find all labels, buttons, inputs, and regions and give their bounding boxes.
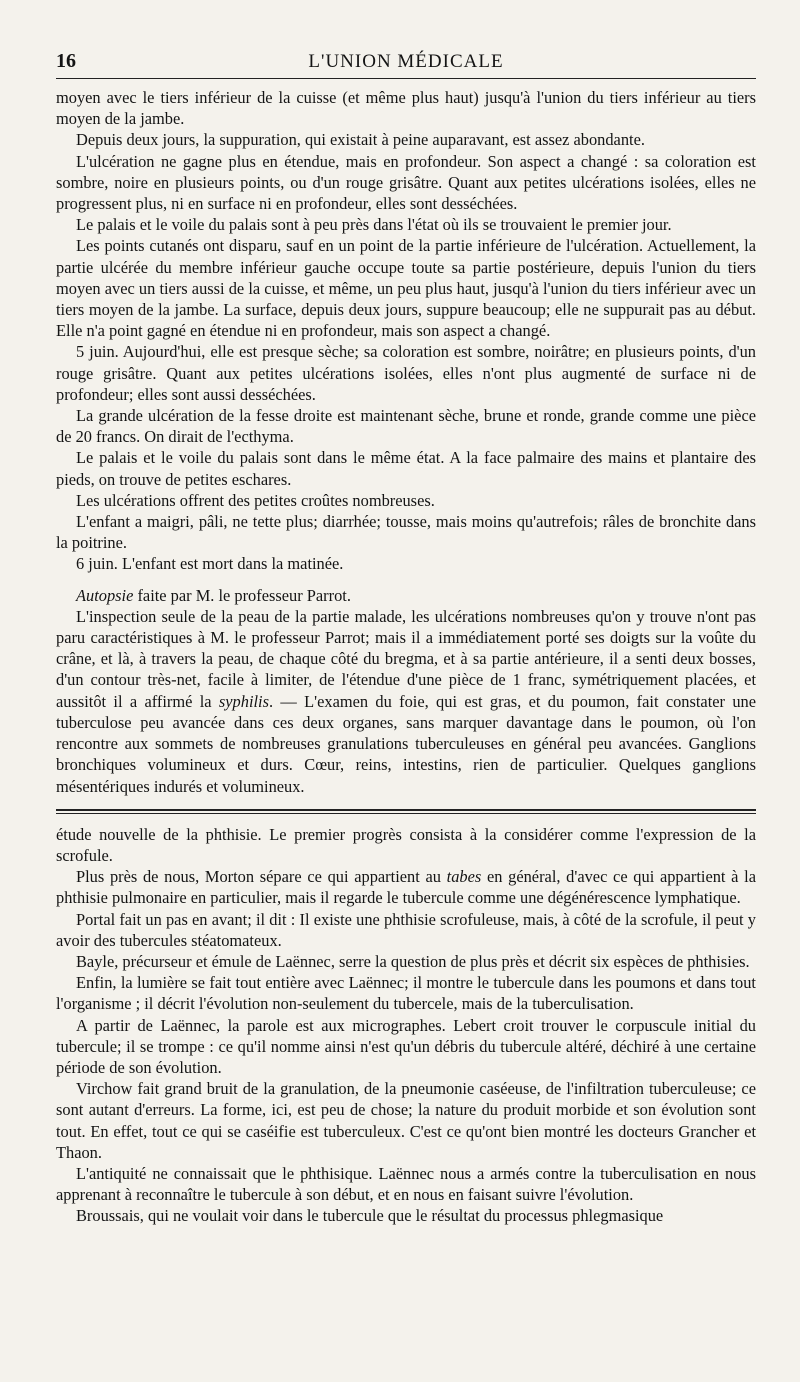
paragraph: La grande ulcération de la fesse droite est maintenant sèche, brune et ronde, grande comme une pièce de 20 francs. On dirait de l'ecthyma. (56, 406, 756, 447)
paragraph: L'enfant a maigri, pâli, ne tette plus; diarrhée; tousse, mais moins qu'autrefois; râles de bronchite dans la poitrine. (56, 512, 756, 553)
paragraph: Virchow fait grand bruit de la granulation, de la pneumonie caséeuse, de l'infiltration tuberculeuse; ce sont autant d'erreurs. La forme, ici, est peu de chose; la nature du produit morbide et son évolution sont tout. En effet, tout ce qui se caséifie est tuberculeux. C'est ce qu'ont bien montré les docteurs Grancher et Thaon. (56, 1079, 756, 1162)
spacer (56, 575, 756, 585)
emphasis: syphilis (218, 691, 269, 711)
running-title: L'UNION MÉDICALE (308, 51, 504, 72)
paragraph: L'ulcération ne gagne plus en étendue, mais en profondeur. Son aspect a changé : sa coloration est sombre, noire en plusieurs points, ou d'un rouge grisâtre. Quant aux petites ulcérations isolées, elles ne progressent plus, ni en surface ni en profondeur, elles sont desséchées. (56, 151, 756, 214)
paragraph: Broussais, qui ne voulait voir dans le tubercule que le résultat du processus phlegmasique (76, 1206, 664, 1226)
paragraph: étude nouvelle de la phthisie. Le premier progrès consista à la considérer comme l'expression de la scrofule. (56, 824, 756, 865)
feuilleton-separator (56, 809, 756, 814)
text-run: en général, d'avec ce qui appartient à la phthisie pulmonaire en particulier, mais il regarde le tubercule comme une dégénérescence lymphatique. (56, 867, 756, 908)
paragraph: A partir de Laënnec, la parole est aux micrographes. Lebert croit trouver le corpuscule initial du tubercule; il se trompe : ce qu'il nomme ainsi n'est qu'un débris du tubercule altéré, déchiré à une certaine période de son évolution. (56, 1015, 756, 1077)
text-run: . — L'examen du foie, qui est gras, et du poumon, fait constater une tuberculose peu avancée dans ces deux organes, sans marquer davantage dans le poumon, où l'on rencontre aux sommets de nombreuses granulations tuberculeuses en général peu avancées. Ganglions bronchiques volumineux et durs. Cœur, reins, intestins, rien de particulier. Quelques ganglions mésentériques indurés et volumineux. (56, 691, 756, 796)
feuilleton-section (56, 824, 756, 1227)
paragraph: Le palais et le voile du palais sont dans le même état. A la face palmaire des mains et plantaire des pieds, on trouve de petites eschares. (56, 448, 756, 489)
paragraph: L'antiquité ne connaissait que le phthisique. Laënnec nous a armés contre la tuberculisation en nous apprenant à reconnaître le tubercule à son début, et en nous en faisant suivre l'évolution. (56, 1163, 756, 1205)
paragraph: Les points cutanés ont disparu, sauf en un point de la partie inférieure de l'ulcération. Actuellement, la partie ulcérée du membre inférieur gauche occupe toute sa partie postérieure, depuis l'union du tiers moyen avec un tiers aussi de la cuisse, et même, un peu plus haut, jusqu'à l'union du tiers inférieur avec un tiers moyen de la jambe. La surface, depuis deux jours, suppure beaucoup; elle ne suppurait pas au début. Elle n'a point gagné en étendue ni en profondeur, mais son aspect a changé. (56, 236, 756, 341)
page-header (56, 48, 756, 79)
paragraph: Enfin, la lumière se fait tout entière avec Laënnec; il montre le tubercule dans les poumons et dans tout l'organisme ; il décrit l'évolution non-seulement du tubercele, mais de la tuberculisation. (56, 973, 756, 1014)
paragraph: 5 juin. Aujourd'hui, elle est presque sèche; sa coloration est sombre, noirâtre; en plusieurs points, d'un rouge grisâtre. Quant aux petites ulcérations isolées, elles n'ont plus augmenté de surface ni de profondeur; elles sont aussi desséchées. (56, 342, 756, 404)
paragraph: Depuis deux jours, la suppuration, qui existait à peine auparavant, est assez abondante. (76, 130, 645, 150)
autopsy-text: faite par M. le professeur Parrot. (133, 585, 351, 605)
page-number: 16 (56, 50, 76, 72)
paragraph (56, 606, 756, 797)
text-run: Plus près de nous, Morton sépare ce qui appartient au (76, 867, 447, 887)
paragraph: Portal fait un pas en avant; il dit : Il existe une phthisie scrofuleuse, mais, à côté de la scrofule, il peut y avoir des tubercules stéatomateux. (56, 909, 756, 950)
case-report-section (56, 87, 756, 797)
paragraph: moyen avec le tiers inférieur de la cuisse (et même plus haut) jusqu'à l'union du tiers inférieur au tiers moyen de la jambe. (56, 88, 756, 129)
paragraph: 6 juin. L'enfant est mort dans la matinée. (76, 554, 344, 574)
text-run: L'inspection seule de la peau de la partie malade, les ulcérations nombreuses qu'on y trouve n'ont pas paru caractéristiques à M. le professeur Parrot; mais il a immédiatement porté ses doigts sur la voûte du crâne, et là, à travers la peau, de chaque côté du bregma, et à sa partie antérieure, il a senti deux bosses, d'un contour très-net, facile à limiter, de l'étendue d'une pièce de 1 franc, symétriquement placées, et aussitôt il a affirmé la (56, 606, 756, 711)
autopsy-heading (56, 585, 756, 606)
paragraph: Bayle, précurseur et émule de Laënnec, serre la question de plus près et décrit six espèces de phthisies. (76, 951, 750, 971)
emphasis: tabes (446, 867, 482, 887)
paragraph: Le palais et le voile du palais sont à peu près dans l'état où ils se trouvaient le premier jour. (76, 215, 672, 235)
paragraph (56, 866, 756, 908)
paragraph: Les ulcérations offrent des petites croûtes nombreuses. (76, 490, 435, 510)
autopsy-label: Autopsie (76, 585, 134, 605)
